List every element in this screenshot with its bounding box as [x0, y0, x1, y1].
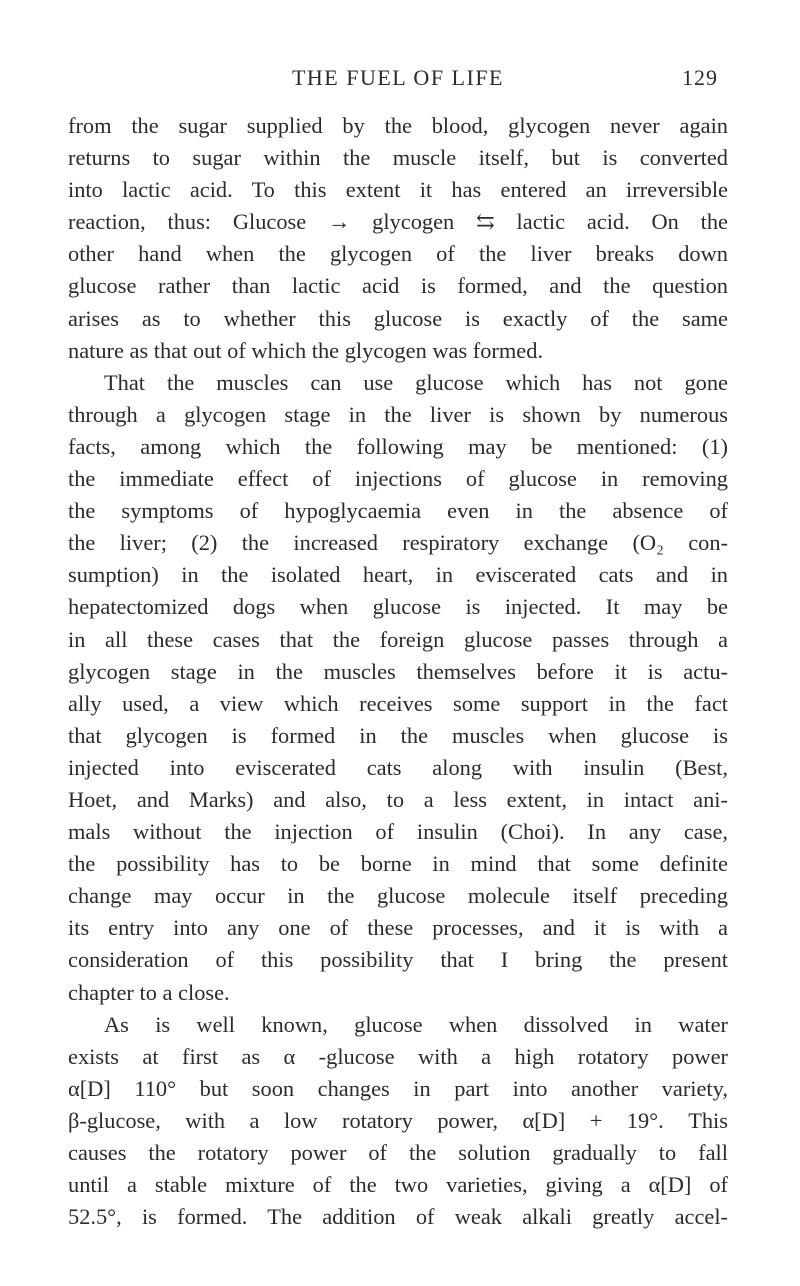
body-text	[68, 110, 728, 1233]
text-line: causes the rotatory power of the solution gradually to fall	[68, 1140, 728, 1165]
text-line: hepatectomized dogs when glucose is injected. It may be	[68, 594, 728, 620]
text-line: the symptoms of hypoglycaemia even in the absence of	[68, 498, 728, 524]
text-line: glycogen stage in the muscles themselves before it is actu-	[68, 658, 728, 684]
text-line: its entry into any one of these processes, and it is with a	[68, 915, 728, 941]
text-line: change may occur in the glucose molecule itself preceding	[68, 883, 728, 909]
text-line: through a glycogen stage in the liver is shown by numerous	[68, 401, 728, 427]
text-line: other hand when the glycogen of the liver breaks down	[68, 241, 728, 267]
text-line: β-glucose, with a low rotatory power, α[D] + 19°. This	[68, 1107, 728, 1133]
text-line: 52.5°, is formed. The addition of weak alkali greatly accel-	[68, 1204, 728, 1230]
text-line: That the muscles can use glucose which has not gone	[104, 369, 728, 395]
text-line: ally used, a view which receives some support in the fact	[68, 690, 728, 716]
text-line: Hoet, and Marks) and also, to a less extent, in intact ani-	[68, 786, 728, 812]
text-line: the immediate effect of injections of glucose in removing	[68, 466, 728, 492]
text-line: that glycogen is formed in the muscles when glucose is	[68, 722, 728, 748]
text-line: in all these cases that the foreign glucose passes through a	[68, 626, 728, 652]
text-line: the possibility has to be borne in mind that some definite	[68, 851, 728, 877]
text-line: glucose rather than lactic acid is formed, and the question	[68, 273, 728, 299]
text-line: α[D] 110° but soon changes in part into another variety,	[68, 1075, 728, 1101]
text-line: exists at first as α -glucose with a high rotatory power	[68, 1043, 728, 1069]
text-line: As is well known, glucose when dissolved in water	[104, 1011, 728, 1037]
page-number: 129	[682, 65, 718, 90]
text-line: into lactic acid. To this extent it has entered an irreversible	[68, 177, 728, 203]
text-line: facts, among which the following may be mentioned: (1)	[68, 433, 728, 459]
text-line: the liver; (2) the increased respiratory exchange (O₂ con-	[68, 530, 728, 556]
text-line: injected into eviscerated cats along with insulin (Best,	[68, 754, 728, 780]
text-line: sumption) in the isolated heart, in eviscerated cats and in	[68, 562, 728, 588]
text-line: until a stable mixture of the two varieties, giving a α[D] of	[68, 1172, 728, 1198]
text-line: consideration of this possibility that I bring the present	[68, 947, 728, 973]
text-line: chapter to a close.	[68, 979, 230, 1005]
text-line: nature as that out of which the glycogen was formed.	[68, 337, 544, 363]
text-line: mals without the injection of insulin (Choi). In any case,	[68, 819, 728, 845]
text-line: returns to sugar within the muscle itself, but is converted	[68, 145, 728, 171]
running-title: THE FUEL OF LIFE	[291, 65, 504, 90]
running-head	[78, 65, 718, 95]
text-line: reaction, thus: Glucose → glycogen ⇆ lactic acid. On the	[68, 209, 728, 235]
text-line: from the sugar supplied by the blood, glycogen never again	[68, 113, 728, 138]
text-line: arises as to whether this glucose is exactly of the same	[68, 305, 728, 331]
